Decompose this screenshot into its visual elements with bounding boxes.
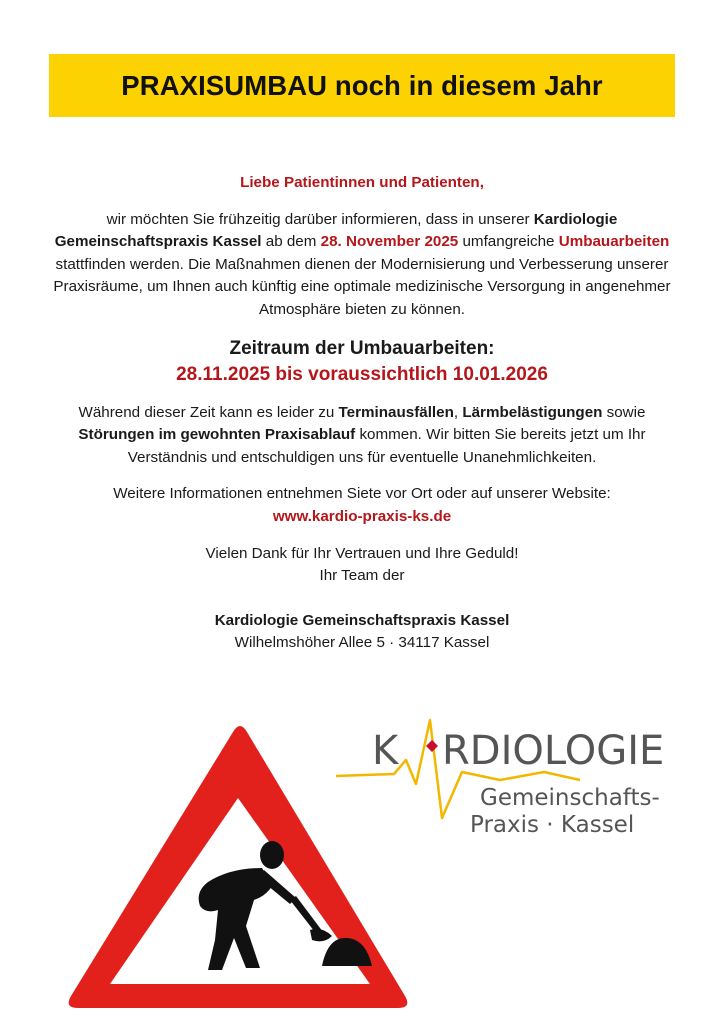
notice-paragraph: Während dieser Zeit kann es leider zu Terminausfällen, Lärmbelästigungen sowie Störungen im gewohnten Praxisablauf kommen. Wir bitten Sie bereits jetzt um Ihr Verständnis und entschuldigen uns für eventuelle Unanehmlichkeiten. [78, 403, 646, 466]
logo-wordmark: RDIOLOGIE [442, 728, 665, 774]
logo-subtitle-line1: Gemeinschafts- [480, 785, 660, 811]
info-text: Weitere Informationen entnehmen Siete vor Ort oder auf unserer Website: [113, 485, 611, 503]
signature-block [40, 610, 684, 655]
team-text: Ihr Team der [319, 567, 405, 585]
practice-name-inline: Kardiologie Gemeinschaftspraxis Kassel [54, 210, 618, 251]
info-block [40, 483, 684, 528]
thanks-text: Vielen Dank für Ihr Vertrauen und Ihre Geduld! [205, 544, 519, 562]
address: Wilhelmshöher Allee 5 · 34117 Kassel [234, 634, 490, 652]
practice-name: Kardiologie Gemeinschaftspraxis Kassel [214, 611, 510, 629]
intro-paragraph: wir möchten Sie frühzeitig darüber informieren, dass in unserer Kardiologie Gemeinschaftspraxis Kassel ab dem 28. November 2025 umfangreiche Umbauarbeiten stattfinden werden. Die Maßnahmen dienen der Modernisierung und Verbesserung unserer Praxisräume, um Ihnen auch künftig eine optimale medizinische Versorgung in angenehmer Atmosphäre bieten zu können. [53, 210, 671, 318]
logo-subtitle-line2: Praxis · Kassel [470, 812, 635, 838]
header-banner [49, 54, 675, 117]
greeting: Liebe Patientinnen und Patienten, [240, 174, 484, 191]
closing-block [40, 543, 684, 588]
start-date-highlight: 28. November 2025 [320, 233, 459, 251]
website-link[interactable]: www.kardio-praxis-ks.de [272, 507, 452, 525]
period-dates: 28.11.2025 bis voraussichtlich 10.01.2026 [176, 363, 548, 385]
period-title: Zeitraum der Umbauarbeiten: [229, 337, 495, 359]
logo-k-letter: K [372, 728, 399, 774]
letter-body [40, 172, 684, 655]
page-title: PRAXISUMBAU noch in diesem Jahr [121, 69, 603, 101]
renovation-highlight: Umbauarbeiten [558, 233, 670, 251]
kardiologie-logo [330, 700, 680, 850]
